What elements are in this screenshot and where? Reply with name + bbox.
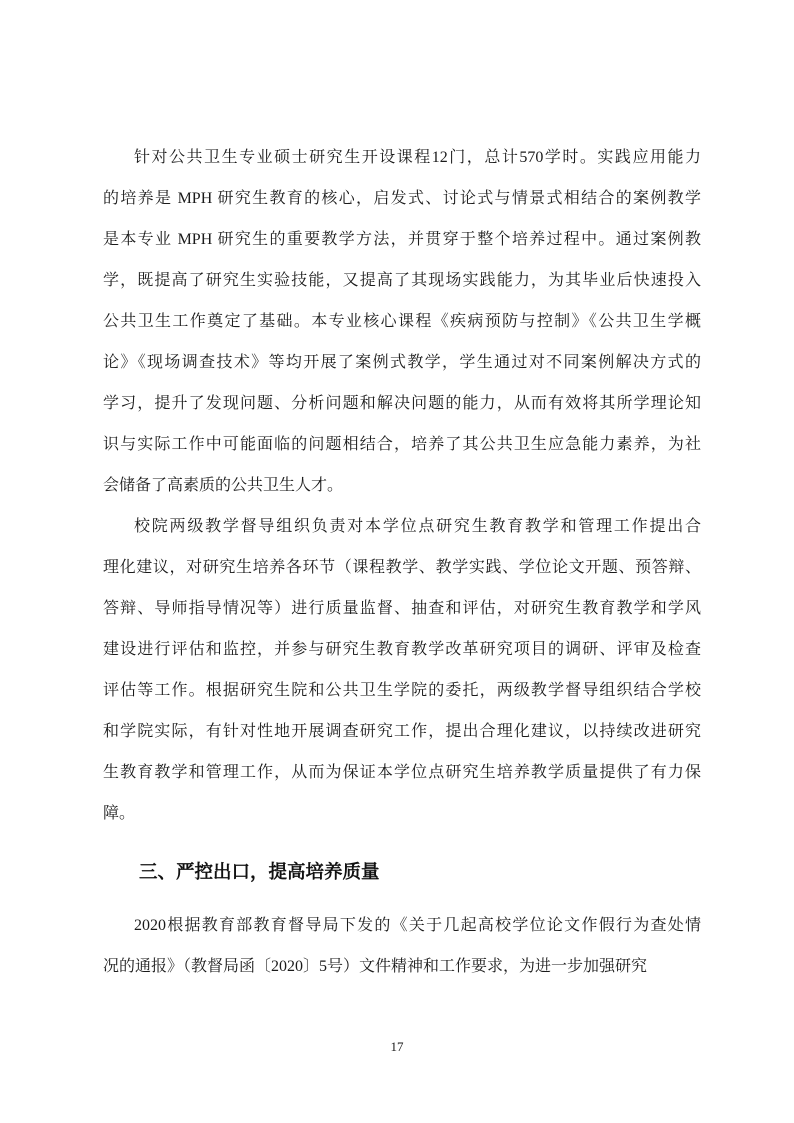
text-line: 和学院实际，有针对性地开展调查研究工作，提出合理化建议，以持续改进研究 [103, 723, 701, 740]
page-footer [0, 1038, 794, 1056]
text-line: 障。 [103, 805, 136, 822]
text-line: 识与实际工作中可能面临的问题相结合，培养了其公共卫生应急能力素养，为社 [103, 436, 701, 453]
paragraph [103, 905, 701, 987]
text-line: 校院两级教学督导组织负责对本学位点研究生教育教学和管理工作提出合 [134, 518, 701, 535]
paragraph [103, 137, 701, 506]
text-line: 论》《现场调查技术》等均开展了案例式教学，学生通过对不同案例解决方式的 [103, 354, 701, 371]
heading-text: 三、严控出口，提高培养质量 [139, 861, 380, 882]
page-number: 17 [390, 1039, 404, 1054]
section-heading [103, 851, 701, 892]
text-line: 是本专业 MPH 研究生的重要教学方法，并贯穿于整个培养过程中。通过案例教 [103, 231, 701, 248]
text-line: 生教育教学和管理工作，从而为保证本学位点研究生培养教学质量提供了有力保 [103, 764, 701, 781]
paragraph [103, 506, 701, 834]
text-line: 理化建议，对研究生培养各环节（课程教学、教学实践、学位论文开题、预答辩、 [103, 559, 701, 576]
text-line: 学，既提高了研究生实验技能，又提高了其现场实践能力，为其毕业后快速投入 [103, 272, 701, 289]
text-line: 况的通报》（教督局函〔2020〕5号）文件精神和工作要求，为进一步加强研究 [103, 958, 648, 975]
text-line: 评估等工作。根据研究生院和公共卫生学院的委托，两级教学督导组织结合学校 [103, 682, 701, 699]
text-line: 会储备了高素质的公共卫生人才。 [103, 477, 344, 494]
text-line: 学习，提升了发现问题、分析问题和解决问题的能力，从而有效将其所学理论知 [103, 395, 701, 412]
text-line: 的培养是 MPH 研究生教育的核心，启发式、讨论式与情景式相结合的案例教学 [103, 190, 701, 207]
document-content [103, 137, 701, 987]
text-line: 2020根据教育部教育督导局下发的《关于几起高校学位论文作假行为查处情 [134, 917, 701, 934]
text-line: 建设进行评估和监控，并参与研究生教育教学改革研究项目的调研、评审及检查 [103, 641, 701, 658]
text-line: 公共卫生工作奠定了基础。本专业核心课程《疾病预防与控制》《公共卫生学概 [103, 313, 701, 330]
text-line: 答辩、导师指导情况等）进行质量监督、抽查和评估，对研究生教育教学和学风 [103, 600, 701, 617]
text-line: 针对公共卫生专业硕士研究生开设课程12门，总计570学时。实践应用能力 [134, 149, 701, 166]
